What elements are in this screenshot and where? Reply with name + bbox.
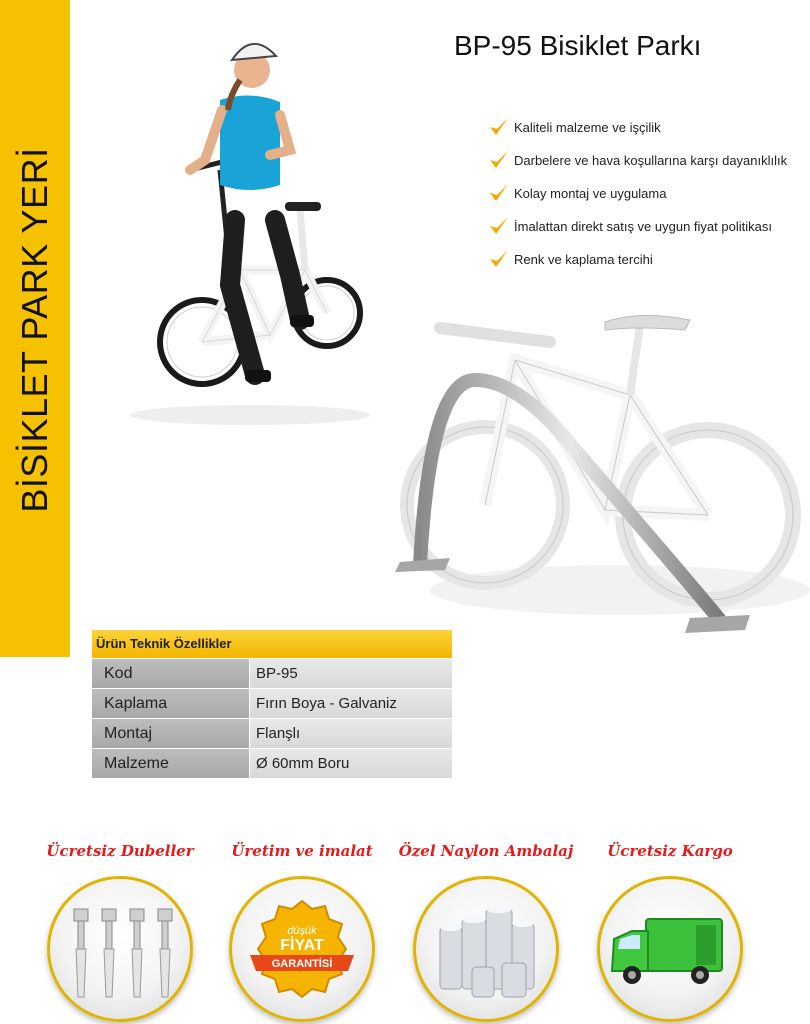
dowel-icon — [50, 879, 190, 1019]
table-row — [92, 688, 452, 718]
badge-label: Ücretsiz Dubeller — [46, 842, 194, 860]
feature-item: Renk ve kaplama tercihi — [488, 250, 787, 283]
badge-free-dowels — [30, 842, 210, 1022]
seal-text-guarantee: GARANTİSİ — [271, 958, 333, 970]
checkmark-icon — [488, 116, 510, 138]
badge-free-shipping — [580, 842, 760, 1022]
checkmark-icon — [488, 215, 510, 237]
badge-circle — [47, 876, 193, 1022]
feature-item: İmalattan direkt satış ve uygun fiyat politikası — [488, 217, 787, 250]
spec-value: BP-95 — [249, 659, 452, 688]
feature-list — [488, 118, 787, 283]
badge-circle — [413, 876, 559, 1022]
cyclist-illustration — [120, 20, 390, 430]
table-row — [92, 718, 452, 748]
table-row — [92, 658, 452, 688]
spec-heading: Ürün Teknik Özellikler — [92, 630, 452, 658]
truck-icon — [600, 879, 740, 1019]
badge-label: Ücretsiz Kargo — [607, 842, 733, 860]
spec-key: Kaplama — [92, 689, 249, 718]
spec-value: Ø 60mm Boru — [249, 749, 452, 778]
bike-rack-illustration — [390, 300, 810, 640]
spec-key: Kod — [92, 659, 249, 688]
nylon-rolls-icon — [416, 879, 556, 1019]
price-guarantee-icon — [232, 879, 372, 1019]
side-band — [0, 0, 70, 657]
table-row — [92, 748, 452, 778]
seal-text-low: düşük — [287, 925, 317, 937]
feature-item: Kolay montaj ve uygulama — [488, 184, 787, 217]
side-label: BİSİKLET PARK YERİ — [14, 147, 55, 513]
badge-nylon-packaging — [396, 842, 576, 1022]
page-title: BP-95 Bisiklet Parkı — [454, 30, 702, 61]
spec-key: Malzeme — [92, 749, 249, 778]
badge-production — [212, 842, 392, 1022]
feature-item: Kaliteli malzeme ve işçilik — [488, 118, 787, 151]
badge-label: Özel Naylon Ambalaj — [398, 842, 574, 860]
checkmark-icon — [488, 149, 510, 171]
badge-label: Üretim ve imalat — [231, 842, 373, 860]
spec-value: Flanşlı — [249, 719, 452, 748]
checkmark-icon — [488, 248, 510, 270]
spec-value: Fırın Boya - Galvaniz — [249, 689, 452, 718]
seal-text-price: FİYAT — [280, 937, 324, 954]
spec-table — [92, 630, 452, 778]
service-badges — [0, 842, 810, 1022]
spec-key: Montaj — [92, 719, 249, 748]
badge-circle — [229, 876, 375, 1022]
checkmark-icon — [488, 182, 510, 204]
badge-circle — [597, 876, 743, 1022]
feature-item: Darbelere ve hava koşullarına karşı dayanıklılık — [488, 151, 787, 184]
